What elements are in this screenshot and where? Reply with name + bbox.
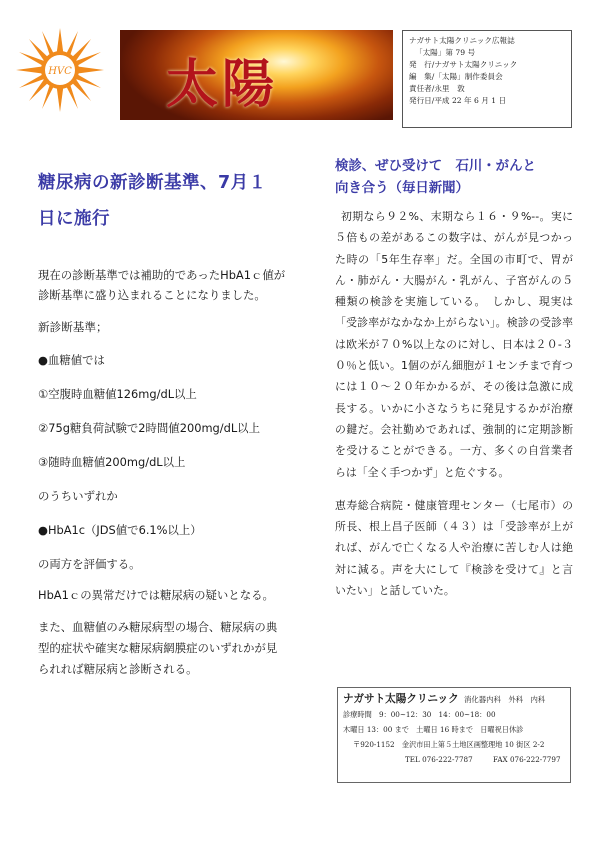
sun-icon	[16, 28, 104, 112]
issue-line: 責任者/永里 敦	[409, 84, 465, 93]
article-heading-line: 日に施行	[38, 209, 110, 229]
issue-line: 編 集/「太陽」制作委員会	[409, 72, 503, 81]
article-body: 初期なら９２%、末期なら１６・９%--。実に５倍もの差があるこの数字は、がんが見つかった時の「5年生存率」だ。全国の市町で、胃がん・肺がん・大腸がん・乳がん、子宮がんの５種類の検診を実施している。 しかし、現実は「受診率がなかなか上がらない」。検診の受診率は欧米が７０%以上なのに対し、日本は２０-３０％と低い。1個のがん細胞が１センチまで育つには１０～２０年かかるが、その後は急激に成長する。いかに小さなうちに発見するかが治療の鍵だ。会社勤めであれば、強制的に定期診断を受けることができる。一方、多くの自営業者らは「全く手つかず」と危ぐする。	[335, 210, 573, 479]
clinic-sun-logo	[16, 28, 104, 112]
issue-info-box	[402, 30, 572, 128]
clinic-info-box	[337, 687, 571, 783]
criteria-item: の両方を評価する。	[38, 557, 141, 571]
issue-line: 「太陽」第 79 号	[415, 48, 476, 57]
clinic-name: ナガサト太陽クリニック	[343, 693, 459, 705]
clinic-phone: TEL 076-222-7787	[405, 755, 473, 764]
criteria-item: ②75g糖負荷試験で2時間値200mg/dL以上	[38, 421, 260, 435]
newsletter-title: 太陽	[166, 54, 279, 115]
criteria-heading: 新診断基準；	[38, 320, 108, 334]
closing-paragraph: また、血糖値のみ糖尿病型の場合、糖尿病の典型的症状や確実な糖尿病網膜症のいずれかが見られれば糖尿病と診断される。	[38, 620, 278, 676]
sunset-banner	[120, 30, 393, 120]
doctor-quote-paragraph: 恵寿総合病院・健康管理センター（七尾市）の所長、根上昌子医師（４３）は「受診率が上がれば、がんで亡くなる人や治療に苦しむ人は絶対に減る。声を大にして『検診を受けて』と言いたい」と話していた。	[335, 498, 573, 598]
clinic-fax: FAX 076-222-7797	[492, 755, 561, 764]
cancer-screening-article	[335, 156, 573, 601]
criteria-item: ●HbA1c（JDS値で6.1%以上）	[38, 523, 202, 537]
article-heading-line: 検診、ぜひ受けて 石川・がんと	[335, 159, 536, 174]
criteria-item: ①空腹時血糖値126mg/dL以上	[38, 387, 197, 401]
criteria-item: ③随時血糖値200mg/dL以上	[38, 455, 186, 469]
article-heading	[335, 156, 573, 200]
criteria-item: ●血糖値では	[38, 353, 105, 367]
clinic-hours: 診療時間 9：00~12：30 14：00~18：00	[343, 710, 496, 719]
diabetes-article	[38, 165, 288, 680]
article-heading	[38, 165, 288, 237]
issue-line: 発 行/ナガサト太陽クリニック	[409, 60, 518, 69]
clinic-closed-days: 木曜日 13：00 まで 土曜日 16 時まで 日曜祝日休診	[343, 725, 524, 734]
hba1c-note: HbA1ｃの異常だけでは糖尿病の疑いとなる。	[38, 588, 274, 602]
article-heading-line: 向き合う（毎日新聞）	[335, 181, 469, 196]
intro-paragraph: 現在の診断基準では補助的であったHbA1ｃ値が診断基準に盛り込まれることになりました。	[38, 268, 286, 302]
clinic-departments: 消化器内科 外科 内科	[463, 695, 546, 704]
logo-text: HVC	[48, 66, 72, 77]
issue-line: 発行日/平成 22 年 6 月 1 日	[409, 96, 507, 105]
article-heading-line: 糖尿病の新診断基準、7月１	[38, 173, 267, 193]
clinic-address: 〒920-1152 金沢市田上第５土地区画整理地 10 街区 2-2	[353, 740, 545, 749]
criteria-item: のうちいずれか	[38, 489, 118, 503]
issue-line: ナガサト太陽クリニック広報誌	[409, 36, 515, 45]
